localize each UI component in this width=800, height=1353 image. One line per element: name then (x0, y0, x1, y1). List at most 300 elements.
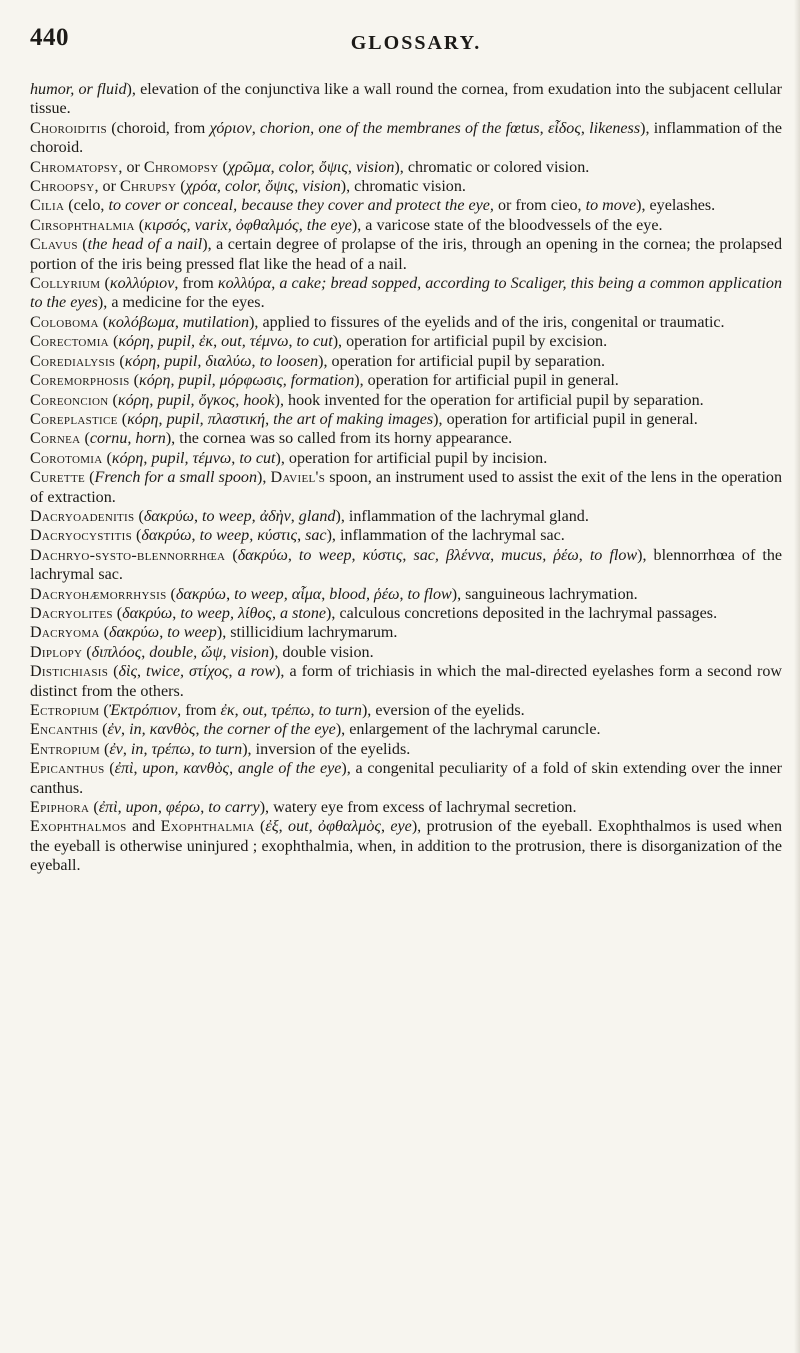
entry-text: ( (99, 702, 109, 719)
entry-text: , (231, 449, 240, 467)
entry-term: Collyrium (30, 275, 101, 293)
entry-text: ), a varicose state of the bloodvessels of the eye. (351, 216, 663, 234)
entry-term: Epiphora (30, 799, 90, 817)
entry-italic-text: to carry (208, 799, 260, 817)
greek-word: αἷμα (291, 585, 322, 603)
entry-italic-text: likeness (589, 119, 641, 137)
entry-text: ), eyelashes. (636, 197, 716, 215)
entry-text: , (191, 527, 200, 545)
entry-text: ( (115, 352, 125, 370)
entry-text: ), operation for artificial pupil in general. (433, 410, 698, 428)
entry-text: , (271, 275, 280, 293)
entry-text: , (278, 818, 289, 836)
glossary-entry (30, 546, 782, 585)
entry-text: ( (102, 449, 112, 467)
entry-text: , (122, 740, 131, 758)
entry-text: , from (177, 702, 221, 719)
entry-text: ), operation for artificial pupil in general. (354, 372, 619, 390)
entry-text: , (310, 702, 319, 719)
entry-text: , (234, 702, 243, 719)
entry-text: , (195, 721, 204, 739)
entry-text: ), chromatic vision. (340, 178, 466, 196)
entry-text: , (174, 313, 183, 331)
entry-italic-text: color, (224, 178, 262, 196)
glossary-entry (30, 235, 782, 274)
entry-italic-text: chorion, one of the membranes of the fœtus, (260, 119, 544, 137)
entry-text: , (294, 178, 303, 196)
greek-word: κολλύρα (217, 275, 272, 293)
entry-text: ( (134, 216, 145, 234)
entry-italic-text: upon, (142, 760, 179, 778)
entry-italic-text: the eye (306, 216, 352, 234)
entry-text: ), inflammation of the lachrymal gland. (335, 507, 589, 525)
entry-text: ), a certain degree of prolapse of the iris, through an opening in the cornea; the prolapsed portion of the iris being pressed flat like the head of a nail. (30, 236, 782, 273)
entry-text: ), elevation of the conjunctiva like a wall round the cornea, from exudation into the subjacent cellular tissue. (30, 81, 782, 118)
glossary-entry (30, 429, 782, 448)
greek-word: κόρη (139, 372, 171, 390)
greek-word: κιρσός (144, 216, 187, 234)
entry-text: , (490, 546, 502, 564)
entry-text: ( (166, 585, 176, 603)
entry-text: spoon, an instrument used to assist the exit of the lens in the operation of extraction. (30, 469, 783, 506)
entry-text: ( (132, 527, 142, 545)
greek-word: δακρύω (122, 604, 173, 622)
greek-word: δὶς (118, 663, 138, 681)
glossary-entry (30, 720, 782, 739)
entry-italic-text: out, (288, 818, 313, 836)
greek-word: φέρω (165, 799, 201, 817)
entry-italic-text: mutilation (182, 313, 250, 331)
glossary-entry (30, 352, 782, 371)
glossary-entry (30, 80, 782, 119)
entry-italic-text: varix, (194, 216, 232, 234)
glossary-entry (30, 817, 782, 875)
entry-italic-text: to cut (296, 333, 333, 351)
greek-word: ὤψ (201, 643, 223, 661)
entry-italic-text: vision (302, 178, 341, 196)
greek-word: κόρη (127, 410, 159, 428)
entry-text: ( (117, 410, 128, 428)
entry-text: , (156, 352, 165, 370)
greek-word: χρόα (185, 178, 217, 196)
entry-italic-text: pupil, (178, 372, 216, 390)
running-head: GLOSSARY. (350, 32, 482, 54)
entry-italic-text: angle of the eye (237, 760, 342, 778)
entry-term: Coreoncion (30, 391, 109, 409)
glossary-entry (30, 119, 782, 158)
entry-text: , (170, 372, 179, 390)
entry-text: ), double vision. (269, 643, 374, 661)
entry-text: , (287, 546, 299, 564)
entry-text: ), applied to fissures of the eyelids and of the iris, congenital or traumatic. (249, 313, 725, 331)
entry-term: Coremorphosis (30, 372, 130, 390)
entry-italic-text: mucus, (501, 546, 547, 564)
entry-text: , (265, 410, 274, 428)
glossary-entry (30, 585, 782, 604)
entry-text: ), a form of trichiasis in which the mal-directed eyelashes form a second row distinct from the others. (30, 663, 783, 700)
entry-text: ), eversion of the eyelids. (361, 702, 525, 719)
glossary-entry (30, 604, 782, 623)
entry-text: , (288, 333, 297, 351)
entry-term: Diplopy (30, 643, 83, 661)
greek-word: βλέννα (446, 546, 491, 564)
entry-text: ), calculous concretions deposited in the lachrymal passages. (326, 604, 718, 622)
entry-term: Dachryo-systo-blennorrhœa (30, 546, 226, 564)
greek-word: ὄγκος (198, 391, 236, 409)
entry-text: , (251, 119, 261, 137)
entry-italic-text: twice, (146, 663, 185, 681)
greek-word: πλαστική (207, 410, 266, 428)
entry-italic-text: humor, or fluid (30, 81, 127, 98)
entry-text: ), inversion of the eyelids. (242, 740, 411, 758)
entry-term: Chroopsy (30, 178, 95, 196)
glossary-entry (30, 701, 782, 720)
entry-text: , (380, 818, 391, 836)
entry-text: , from (174, 275, 218, 293)
entry-text: , (133, 760, 143, 778)
greek-word: κολλύριον (109, 275, 175, 293)
glossary-entry (30, 158, 782, 177)
greek-word: ἐπὶ (114, 760, 134, 778)
entry-text: and (126, 818, 161, 836)
entry-italic-text: pupil, (151, 449, 189, 467)
entry-italic-text: to cut (239, 449, 276, 467)
entry-italic-text: the art of making images (273, 410, 434, 428)
entry-italic-text: to turn (198, 740, 243, 758)
entry-text: ), operation for artificial pupil by excision. (332, 333, 608, 351)
entry-text: , (186, 216, 195, 234)
page-edge-shadow (794, 0, 800, 1353)
greek-word: κύστις (362, 546, 403, 564)
entry-italic-text: upon, (125, 799, 162, 817)
entry-text: ( (104, 760, 115, 778)
entry-italic-text: to move (585, 197, 637, 215)
greek-word: δακρύω (175, 585, 227, 603)
entry-text: ), sanguineous lachrymation. (451, 585, 638, 603)
entry-term: Encanthis (30, 721, 99, 739)
entry-text: ), stillicidium lachrymarum. (216, 624, 398, 642)
entry-text: ( (99, 740, 110, 758)
entry-term-variant: Daviel's (270, 469, 326, 487)
greek-word: μόρφωσις (219, 372, 283, 390)
entry-text: ( (100, 275, 110, 293)
entry-text: , (235, 391, 244, 409)
entry-text: ), the cornea was so called from its horny appearance. (165, 430, 513, 448)
entry-term: Dacryohæmorrhysis (30, 585, 167, 603)
entry-italic-text: sac (305, 527, 327, 545)
entry-text: , (141, 643, 150, 661)
entry-italic-text: a row (237, 663, 276, 681)
entry-text: , (298, 216, 307, 234)
greek-word: ὀφθαλμός (235, 216, 299, 234)
entry-italic-text: color, (278, 158, 315, 176)
entry-text: , (270, 158, 279, 176)
greek-word: δακρύω (237, 546, 288, 564)
entry-term: Dacryolites (30, 604, 113, 622)
glossary-entry (30, 216, 782, 235)
entry-text: ( (80, 430, 90, 448)
entry-italic-text: double, (149, 643, 198, 661)
greek-word: κόρη (124, 352, 157, 370)
entry-term: Corectomia (30, 333, 109, 351)
entry-text: ), protrusion of the eyeball. Exophthalmos is used when the eyeball is otherwise uninjured ; exophthalmia, when, in addition to the protrusion, there is disorganization of the eyeball. (30, 818, 783, 875)
entry-text: ( (134, 507, 144, 525)
glossary-entry (30, 332, 782, 351)
entry-text: ), a congenital peculiarity of a fold of skin extending over the inner canthus. (30, 760, 783, 797)
entry-text: , (321, 585, 330, 603)
entry-text: ( (176, 178, 186, 196)
entry-text: , (158, 410, 167, 428)
glossary-entry (30, 643, 782, 662)
entry-italic-text: out, (242, 702, 268, 719)
entry-italic-text: a stone (280, 604, 327, 622)
entry-term: Chromatopsy (30, 158, 119, 176)
entry-term: Coreplastice (30, 410, 118, 428)
entry-italic-text: the corner of the eye (203, 721, 336, 739)
entry-text: , (228, 663, 238, 681)
greek-word: ἐν (107, 721, 122, 739)
entry-italic-text: to weep, (234, 585, 288, 603)
entry-italic-text: sac, (413, 546, 439, 564)
greek-word: κύστις (257, 527, 298, 545)
entry-text: , (580, 119, 590, 137)
entry-text: ), watery eye from excess of lachrymal secretion. (259, 799, 577, 817)
entry-italic-text: French for a small spoon (94, 469, 258, 487)
entry-text: , (226, 585, 235, 603)
greek-word: δακρύω (141, 527, 192, 545)
entry-italic-text: to weep, (199, 527, 254, 545)
glossary-entry (30, 468, 782, 507)
entry-text: ( (99, 624, 110, 642)
entry-term: Dacryocystitis (30, 527, 133, 545)
entry-italic-text: vision (355, 158, 395, 176)
greek-word: ὄψις (265, 178, 295, 196)
entry-text: ( (108, 333, 119, 351)
entry-italic-text: to weep, (180, 604, 234, 622)
entry-italic-text: to cover or conceal, because they cover and protect the eye, (108, 197, 494, 215)
greek-word: χρῶμα (227, 158, 271, 176)
greek-word: ῥέω (553, 546, 579, 564)
greek-word: ὄψις (318, 158, 348, 176)
glossary-entry (30, 526, 782, 545)
entry-text: ( (82, 643, 92, 661)
greek-word: ῥέω (374, 585, 400, 603)
entry-text: , or (118, 158, 144, 176)
entry-term-variant: Chrupsy (119, 178, 177, 196)
greek-word: κόρη (118, 333, 150, 351)
entry-text: ( (129, 372, 139, 390)
entry-text: , (149, 391, 158, 409)
entry-text: ), (257, 469, 271, 487)
entry-text: , (200, 799, 209, 817)
entry-text: , (399, 585, 408, 603)
greek-word: στίχος (189, 663, 229, 681)
entry-text: ( (108, 391, 118, 409)
entry-text: ( (89, 799, 99, 817)
entry-text: , (222, 643, 231, 661)
entry-term: Exophthalmos (30, 818, 127, 836)
glossary-entry (30, 759, 782, 798)
greek-word: ὀφθαλμὸς (318, 818, 381, 836)
entry-text: ), chromatic or colored vision. (394, 158, 590, 176)
entry-italic-text: vision (230, 643, 269, 661)
entry-text (439, 547, 446, 564)
entry-text: ), blennorrhœa of the lachrymal sac. (30, 546, 783, 584)
entry-term: Entropium (30, 740, 100, 758)
page-header (30, 20, 782, 80)
entry-text: , (297, 527, 306, 545)
entry-text: ), operation for artificial pupil by incision. (275, 449, 548, 467)
entry-term: Cilia (30, 197, 65, 215)
entry-text: , (213, 333, 222, 351)
entry-text: ( (112, 604, 123, 622)
entry-italic-text: to flow (589, 546, 638, 564)
entry-term: Cornea (30, 430, 81, 448)
entry-term: Curette (30, 469, 85, 487)
entry-italic-text: to turn (318, 702, 362, 719)
entry-term: Cirsophthalmia (30, 216, 135, 234)
entry-term: Epicanthus (30, 760, 105, 778)
entry-italic-text: to weep, (202, 507, 256, 525)
greek-word: διπλόος (91, 643, 142, 661)
entry-term: Dacryoma (30, 624, 100, 642)
greek-word: ἐν (109, 740, 123, 758)
entry-italic-text: to weep (167, 624, 217, 642)
greek-word: διαλύω (205, 352, 252, 370)
entry-italic-text: eye (390, 818, 412, 836)
entry-text: ), operation for artificial pupil by separation. (318, 352, 606, 370)
glossary-entry (30, 507, 782, 526)
entry-italic-text: to flow (407, 585, 452, 603)
entry-text: (choroid, from (106, 119, 210, 137)
entry-term: Choroiditis (30, 119, 107, 137)
entry-text: , (229, 760, 238, 778)
entry-text: , (143, 449, 152, 467)
entry-text: ( (85, 469, 95, 487)
entry-text: ( (108, 663, 119, 681)
entry-term-variant: Chromopsy (143, 158, 219, 176)
entry-term: Dacryoadenitis (30, 507, 135, 525)
entry-text: or from cieo, (493, 197, 586, 215)
entry-term: Coredialysis (30, 352, 116, 370)
entry-text: , (121, 721, 130, 739)
glossary-entry (30, 662, 782, 701)
entry-text: , (137, 663, 147, 681)
entry-text: , (149, 333, 158, 351)
entry-text: , (347, 158, 356, 176)
entry-text (356, 547, 363, 564)
entry-italic-text: pupil, (157, 391, 195, 409)
greek-word: κανθὸς (183, 760, 230, 778)
greek-word: κόρη (117, 391, 150, 409)
glossary-entry (30, 177, 782, 196)
greek-word: τέμνω (249, 333, 289, 351)
entry-italic-text: a cake; bread sopped, according to Scaliger, this being a common application to the eyes (30, 275, 782, 312)
entry-italic-text: gland (298, 507, 336, 525)
entry-term: Distichiasis (30, 663, 109, 681)
greek-word: δακρύω (143, 507, 194, 525)
glossary-entry (30, 196, 782, 215)
page-number: 440 (30, 24, 69, 51)
entry-text: , (172, 604, 181, 622)
entry-text: , (271, 604, 280, 622)
entry-italic-text: pupil, (157, 333, 195, 351)
entry-text: ( (77, 236, 88, 254)
glossary-entry (30, 274, 782, 313)
entry-text: , (193, 507, 203, 525)
greek-word: τρέπω (271, 702, 311, 719)
entry-text: , (190, 740, 199, 758)
greek-word: ἐπὶ (98, 799, 118, 817)
greek-word: λίθος (238, 604, 272, 622)
glossary-entry (30, 449, 782, 468)
entry-text: , (282, 372, 291, 390)
entry-text: , (159, 624, 168, 642)
glossary-entry (30, 740, 782, 759)
entry-italic-text: out, (221, 333, 246, 351)
entry-text: , (216, 178, 225, 196)
glossary-entry (30, 391, 782, 410)
entry-term: Corotomia (30, 449, 103, 467)
greek-word: κανθὸς (149, 721, 196, 739)
entry-italic-text: cornu, horn (89, 430, 166, 448)
greek-word: Ἐκτρόπιον (108, 702, 178, 719)
entry-text: ( (254, 818, 266, 836)
glossary-entry (30, 371, 782, 390)
greek-word: ἐξ (265, 818, 279, 836)
entry-italic-text: in, (129, 721, 146, 739)
entry-italic-text: in, (130, 740, 148, 758)
greek-word: δακρύω (109, 624, 160, 642)
glossary-entry (30, 313, 782, 332)
entry-italic-text: to loosen (259, 352, 319, 370)
entry-italic-text: pupil, (164, 352, 202, 370)
entry-text: ( (218, 158, 228, 176)
entry-text: ), inflammation of the choroid. (30, 119, 783, 157)
greek-word: τρέπω (151, 740, 191, 758)
greek-word: ἐκ (199, 333, 214, 351)
entry-text: , (578, 546, 590, 564)
entry-term: Clavus (30, 236, 78, 254)
entry-text: ), enlargement of the lachrymal caruncle. (335, 721, 601, 739)
greek-word: κόρη (111, 449, 144, 467)
entry-text: , (402, 546, 414, 564)
glossary-entry (30, 798, 782, 817)
entry-text: , (290, 507, 299, 525)
greek-word: ἐκ (220, 702, 235, 719)
entry-text: ( (225, 546, 238, 564)
entry-italic-text: hook (243, 391, 275, 409)
glossary-entries (30, 80, 782, 876)
greek-word: χόριον (209, 119, 252, 137)
entry-term: Ectropium (30, 702, 100, 719)
greek-word: εἶδος (547, 119, 581, 137)
entry-text: , or (94, 178, 120, 196)
entry-italic-text: pupil, (166, 410, 204, 428)
glossary-entry (30, 623, 782, 642)
entry-text: (celo, (64, 197, 109, 215)
entry-italic-text: blood, (329, 585, 370, 603)
entry-text: , (117, 799, 126, 817)
entry-italic-text: to weep, (298, 546, 356, 564)
greek-word: ἀδὴν (259, 507, 291, 525)
entry-text: ( (98, 721, 108, 739)
greek-word: τέμνω (192, 449, 232, 467)
entry-term: Coloboma (30, 313, 99, 331)
greek-word: κολόβωμα (108, 313, 175, 331)
entry-text: ), a medicine for the eyes. (97, 294, 265, 312)
entry-term-variant: Exophthalmia (160, 818, 255, 836)
